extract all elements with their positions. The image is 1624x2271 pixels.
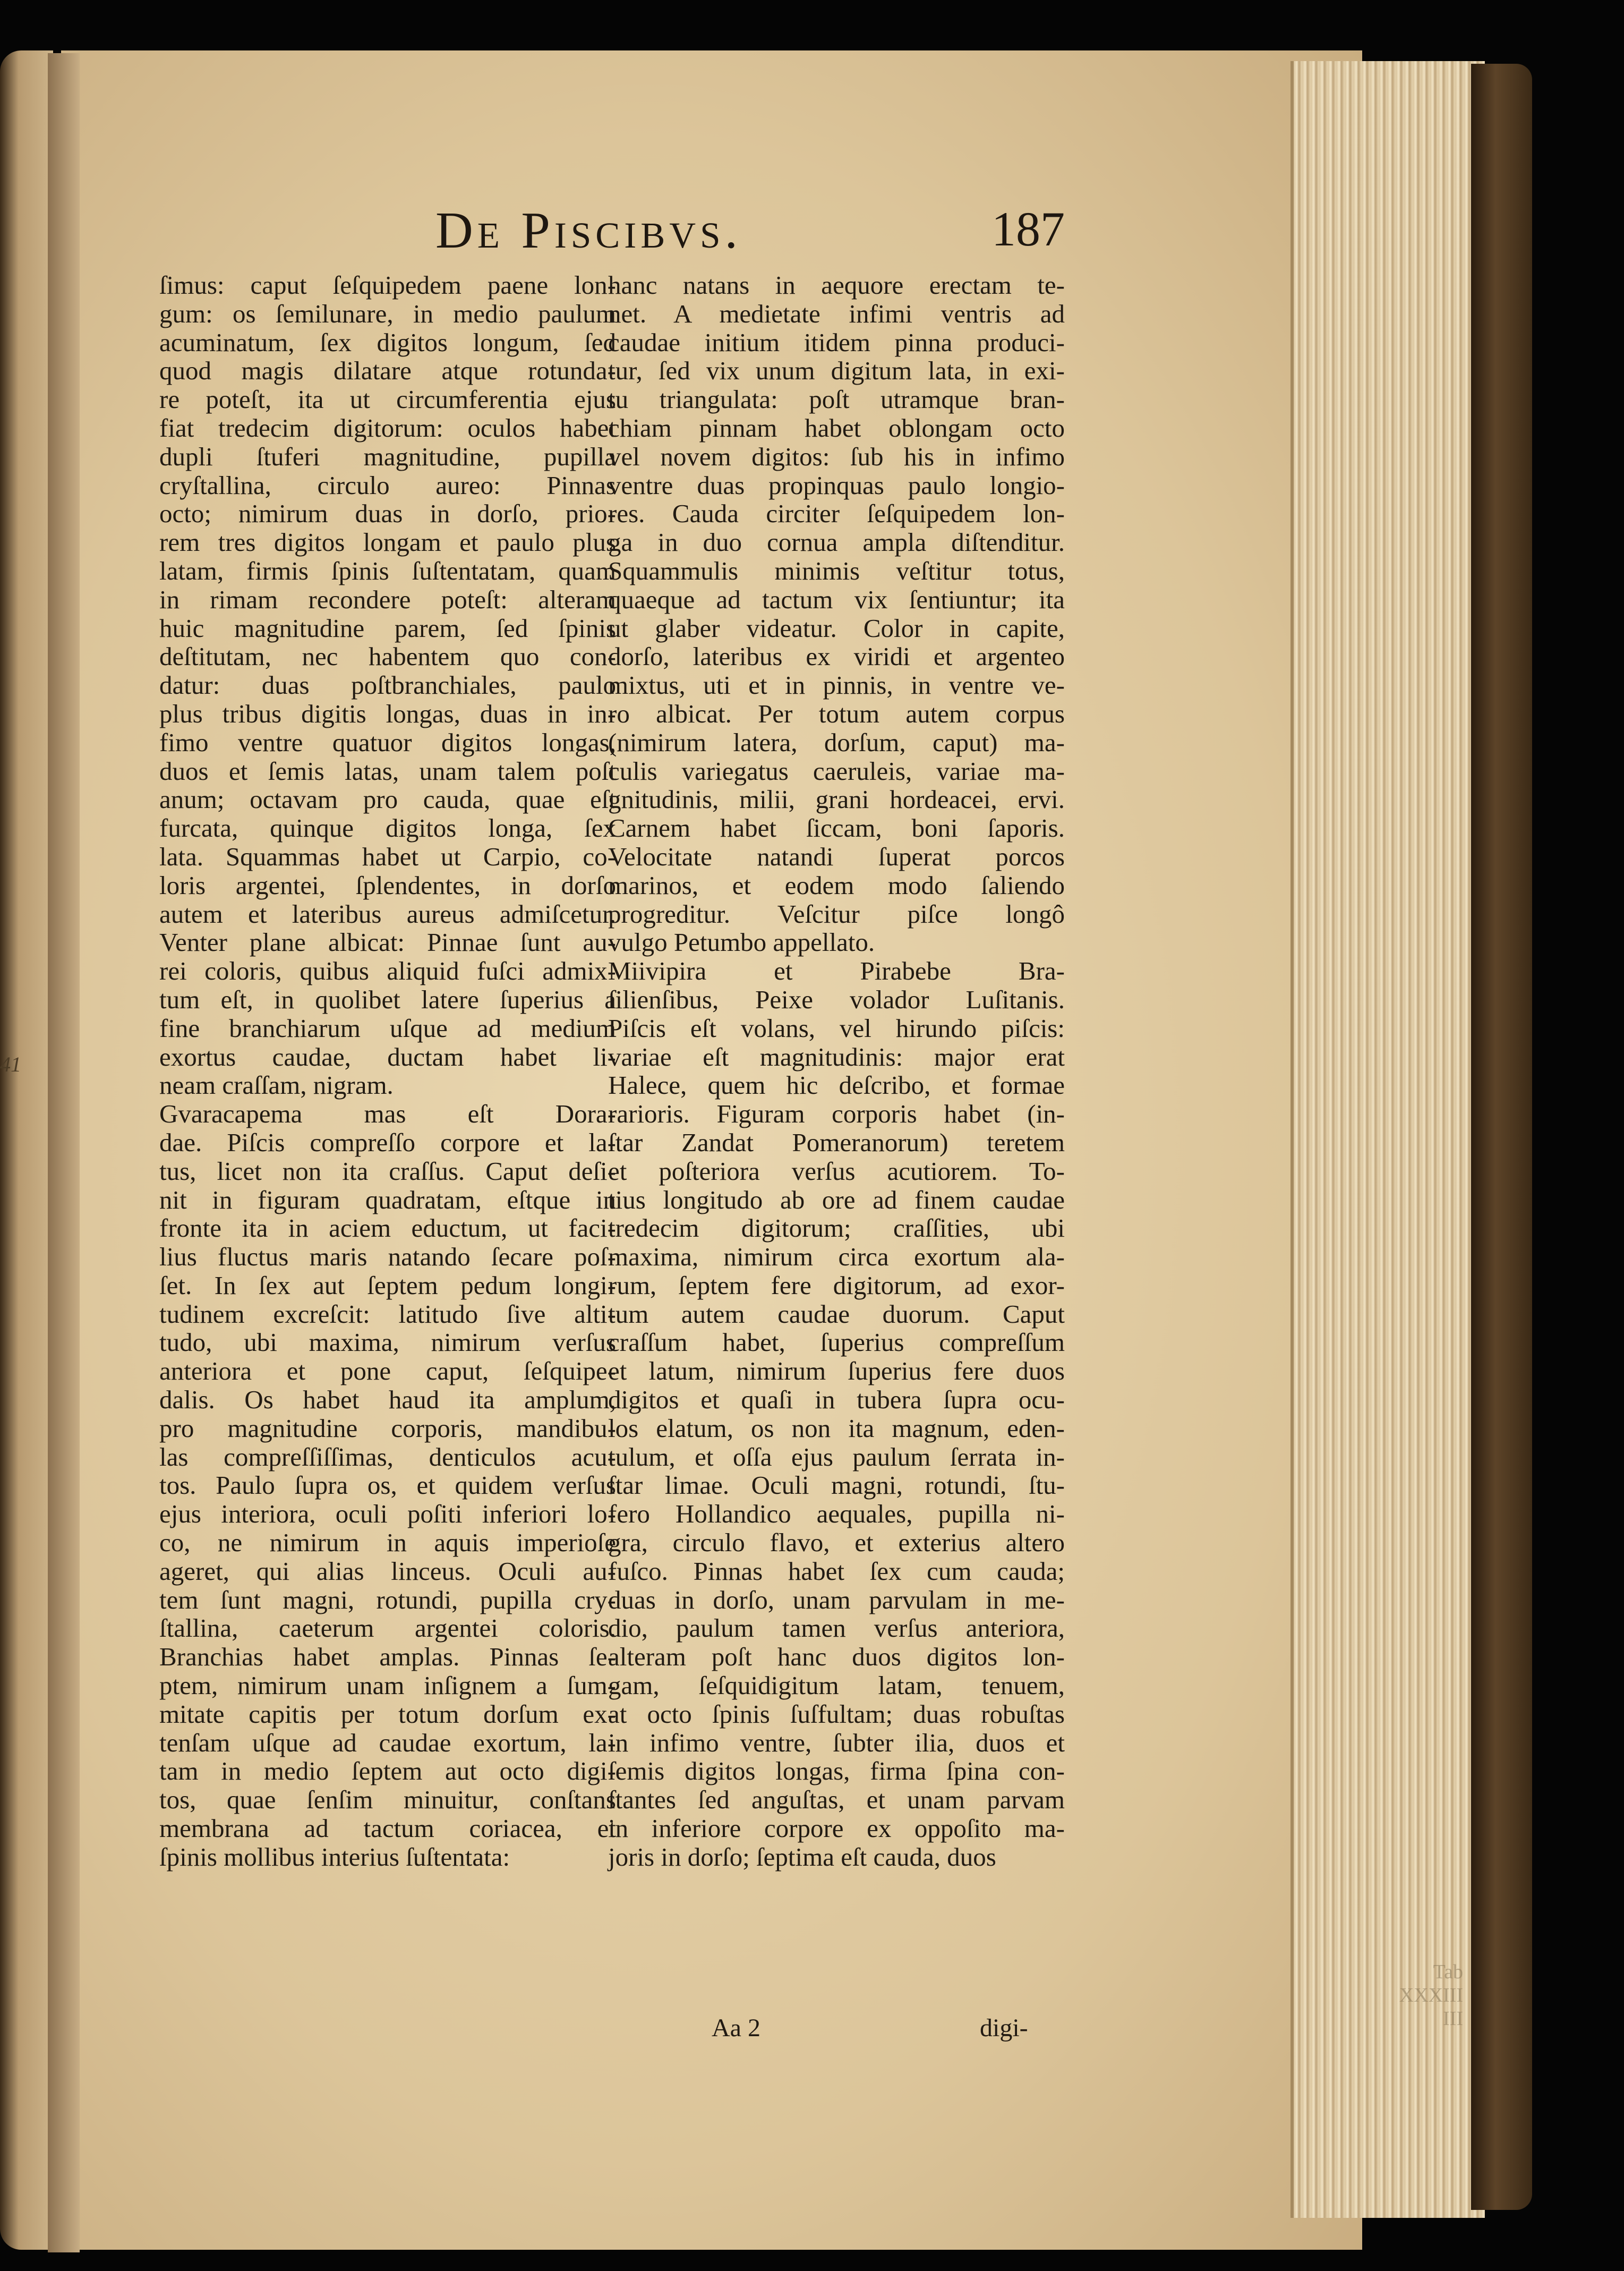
text-line: joris in dorſo; ſeptima eſt cauda, duos (608, 1842, 996, 1872)
text-line: progreditur. Veſcitur piſce longô (608, 899, 1065, 929)
text-line: neam craſſam, nigram. (159, 1070, 394, 1100)
text-line: ſtallina, caeterum argentei coloris. (159, 1613, 616, 1643)
text-line: Branchias habet amplas. Pinnas ſe- (159, 1642, 616, 1672)
text-line: in rimam recondere poteſt: alteram (159, 584, 616, 614)
text-line: ſpinis mollibus interius ſuſtentata: (159, 1842, 510, 1872)
text-line: huic magnitudine parem, ſed ſpinis (159, 613, 616, 643)
text-line: plus tribus digitis longas, duas in in- (159, 699, 616, 728)
text-line: Velocitate natandi ſuperat porcos (608, 841, 1065, 871)
text-line: rem tres digitos longam et paulo plus (159, 528, 616, 557)
margin-note: 41 (0, 1052, 21, 1076)
text-line: nit in figuram quadratam, eſtque in (159, 1185, 616, 1214)
text-line: in inferiore corpore ex oppoſito ma- (608, 1814, 1065, 1843)
text-line: Venter plane albicat: Pinnae ſunt au- (159, 928, 616, 957)
text-line: mixtus, uti et in pinnis, in ventre ve- (608, 670, 1065, 700)
text-line: fine branchiarum uſque ad medium (159, 1013, 616, 1043)
text-line: anum; octavam pro cauda, quae eſt (159, 785, 616, 814)
left-page-edge (0, 50, 53, 2250)
text-line: variae eſt magnitudinis: major erat (608, 1042, 1065, 1071)
text-line: ga in duo cornua ampla diſtenditur. (608, 528, 1065, 557)
text-line: caudae initium itidem pinna produci- (608, 327, 1065, 357)
text-line: fero Hollandico aequales, pupilla ni- (608, 1499, 1065, 1529)
text-line: (nimirum latera, dorſum, caput) ma- (608, 727, 1065, 757)
text-line: tos, quae ſenſim minuitur, conſtans (159, 1785, 616, 1815)
text-line: marinos, et eodem modo ſaliendo (608, 870, 1065, 900)
left-text-column (159, 271, 616, 1872)
text-line: lius fluctus maris natando ſecare poſ- (159, 1242, 616, 1272)
bleed-mark: III (1443, 2008, 1463, 2030)
text-line: et poſteriora verſus acutiorem. To- (608, 1156, 1065, 1186)
text-line: duas in dorſo, unam parvulam in me- (608, 1585, 1065, 1614)
text-line: vulgo Petumbo appellato. (608, 928, 875, 957)
text-line: et latum, nimirum ſuperius fere duos (608, 1356, 1065, 1386)
text-line: duos et ſemis latas, unam talem poſt (159, 756, 616, 786)
text-line: rarioris. Figuram corporis habet (in- (608, 1099, 1065, 1129)
text-line: dalis. Os habet haud ita amplum, (159, 1385, 616, 1415)
text-line: fronte ita in aciem eductum, ut faci- (159, 1213, 616, 1243)
text-line: exortus caudae, ductam habet li- (159, 1042, 616, 1071)
text-line: tum eſt, in quolibet latere ſuperius a (159, 984, 616, 1014)
text-line: cryſtallina, circulo aureo: Pinnas (159, 470, 616, 500)
text-line: anteriora et pone caput, ſeſquipe- (159, 1356, 616, 1386)
page-title: De Piscibvs. (435, 202, 742, 259)
text-line: mitate capitis per totum dorſum ex- (159, 1699, 616, 1729)
text-line: ſtar Zandat Pomeranorum) teretem (608, 1127, 1065, 1157)
text-line: latam, firmis ſpinis ſuſtentatam, quam (159, 556, 616, 585)
text-line: gum: os ſemilunare, in medio paulum (159, 299, 616, 328)
text-line: ageret, qui alias linceus. Oculi au- (159, 1556, 616, 1586)
text-line: Gvaracapema mas eſt Dora- (159, 1099, 616, 1129)
text-line: deſtitutam, nec habentem quo con- (159, 642, 616, 671)
page-number: 187 (992, 202, 1065, 256)
text-line: furcata, quinque digitos longa, ſex (159, 813, 616, 843)
text-line: vel novem digitos: ſub his in infimo (608, 441, 1065, 471)
text-line: in infimo ventre, ſubter ilia, duos et (608, 1728, 1065, 1757)
text-line: gnitudinis, milii, grani hordeacei, ervi. (608, 785, 1065, 814)
text-line: tum autem caudae duorum. Caput (608, 1299, 1065, 1329)
text-line: dae. Piſcis compreſſo corpore et la- (159, 1127, 616, 1157)
text-line: rum, ſeptem fere digitorum, ad exor- (608, 1270, 1065, 1300)
text-line: las compreſſiſſimas, denticulos acu- (159, 1442, 616, 1472)
text-line: ejus interiora, oculi poſiti inferiori lo- (159, 1499, 616, 1529)
text-line: craſſum habet, ſuperius compreſſum (608, 1328, 1065, 1357)
text-line: autem et lateribus aureus admiſcetur. (159, 899, 616, 929)
text-line: datur: duas poſtbranchiales, paulo (159, 670, 616, 700)
text-line: pro magnitudine corporis, mandibu- (159, 1413, 616, 1443)
text-line: tu triangulata: poſt utramque bran- (608, 385, 1065, 414)
text-line: ut glaber videatur. Color in capite, (608, 613, 1065, 643)
text-line: tredecim digitorum; craſſities, ubi (608, 1213, 1065, 1243)
running-header (435, 201, 1065, 265)
text-line: los elatum, os non ita magnum, eden- (608, 1413, 1065, 1443)
book-cover-edge (1471, 64, 1532, 2210)
text-line: fiat tredecim digitorum: oculos habet (159, 413, 616, 443)
text-line: ſilienſibus, Peixe volador Luſitanis. (608, 984, 1065, 1014)
text-line: tem ſunt magni, rotundi, pupilla cry- (159, 1585, 616, 1614)
catchword: digi- (980, 2014, 1028, 2042)
text-line: maxima, nimirum circa exortum ala- (608, 1242, 1065, 1272)
text-line: dio, paulum tamen verſus anteriora, (608, 1613, 1065, 1643)
text-line: Carnem habet ſiccam, boni ſaporis. (608, 813, 1065, 843)
text-line: fimo ventre quatuor digitos longas, (159, 727, 616, 757)
text-line: Piſcis eſt volans, vel hirundo piſcis: (608, 1013, 1065, 1043)
bleed-mark: Tab (1433, 1961, 1463, 1983)
text-line: ſemis digitos longas, firma ſpina con- (608, 1756, 1065, 1786)
text-line: digitos et quaſi in tubera ſupra ocu- (608, 1385, 1065, 1415)
text-line: tius longitudo ab ore ad finem caudae (608, 1185, 1065, 1214)
signature-mark: Aa 2 (712, 2014, 760, 2042)
text-line: alteram poſt hanc duos digitos lon- (608, 1642, 1065, 1672)
text-line: res. Cauda circiter ſeſquipedem lon- (608, 499, 1065, 529)
text-line: gam, ſeſquidigitum latam, tenuem, (608, 1671, 1065, 1700)
text-line: octo; nimirum duas in dorſo, prio- (159, 499, 616, 529)
text-line: quaeque ad tactum vix ſentiuntur; ita (608, 584, 1065, 614)
text-line: tulum, et oſſa ejus paulum ſerrata in- (608, 1442, 1065, 1472)
text-line: fuſco. Pinnas habet ſex cum cauda; (608, 1556, 1065, 1586)
text-line: culis variegatus caeruleis, variae ma- (608, 756, 1065, 786)
page-stack-edge (1290, 61, 1485, 2218)
text-line: tudinem excreſcit: latitudo ſive alti- (159, 1299, 616, 1329)
text-line: tos. Paulo ſupra os, et quidem verſus (159, 1470, 616, 1500)
text-line: quod magis dilatare atque rotunda- (159, 356, 616, 386)
text-line: loris argentei, ſplendentes, in dorſo (159, 870, 616, 900)
text-line: ſimus: caput ſeſquipedem paene lon- (159, 270, 616, 300)
text-line: membrana ad tactum coriacea, et (159, 1814, 616, 1843)
bleed-through-marks (1394, 1960, 1463, 2030)
text-line: Halece, quem hic deſcribo, et formae (608, 1070, 1065, 1100)
text-line: at octo ſpinis ſuſfultam; duas robuſtas (608, 1699, 1065, 1729)
text-line: chiam pinnam habet oblongam octo (608, 413, 1065, 443)
text-line: rei coloris, quibus aliquid fuſci admix- (159, 956, 616, 986)
text-line: acuminatum, ſex digitos longum, ſed (159, 327, 616, 357)
text-line: Squammulis minimis veſtitur totus, (608, 556, 1065, 585)
text-line: ro albicat. Per totum autem corpus (608, 699, 1065, 728)
text-line: lata. Squammas habet ut Carpio, co- (159, 841, 616, 871)
text-line: ptem, nimirum unam inſignem a ſum- (159, 1671, 616, 1700)
text-line: Miivipira et Pirabebe Bra- (608, 956, 1065, 986)
book-gutter (48, 53, 80, 2252)
text-line: tenſam uſque ad caudae exortum, la- (159, 1728, 616, 1757)
text-line: co, ne nimirum in aquis imperioſe (159, 1528, 616, 1558)
text-line: hanc natans in aequore erectam te- (608, 270, 1065, 300)
bleed-mark: XXXIII (1399, 1984, 1463, 2006)
text-line: ventre duas propinquas paulo longio- (608, 470, 1065, 500)
text-line: tur, ſed vix unum digitum lata, in exi- (608, 356, 1065, 386)
text-line: ſtantes ſed anguſtas, et unam parvam (608, 1785, 1065, 1815)
text-line: ſet. In ſex aut ſeptem pedum longi- (159, 1270, 616, 1300)
text-line: dupli ſtuferi magnitudine, pupilla (159, 441, 616, 471)
text-line: re poteſt, ita ut circumferentia ejus (159, 385, 616, 414)
text-line: tus, licet non ita craſſus. Caput deſi- (159, 1156, 616, 1186)
text-line: ſtar limae. Oculi magni, rotundi, ſtu- (608, 1470, 1065, 1500)
text-line: dorſo, lateribus ex viridi et argenteo (608, 642, 1065, 671)
text-line: tam in medio ſeptem aut octo digi- (159, 1756, 616, 1786)
text-line: net. A medietate infimi ventris ad (608, 299, 1065, 328)
right-text-column (608, 271, 1065, 1872)
text-line: gra, circulo flavo, et exterius altero (608, 1528, 1065, 1558)
text-line: tudo, ubi maxima, nimirum verſus (159, 1328, 616, 1357)
